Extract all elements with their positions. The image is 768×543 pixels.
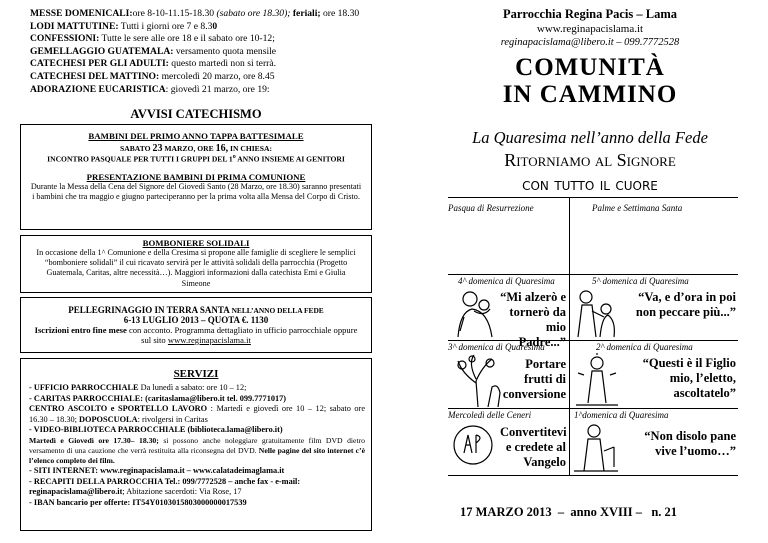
footer-date: 17 MARZO 2013 – anno XVIII – n. 21 [460, 505, 678, 519]
cell-5-domenica-quote: “Va, e d’ora in poi non peccare più...” [635, 290, 736, 319]
box1-title2: PRESENTAZIONE BAMBINI DI PRIMA COMUNIONE [86, 171, 306, 182]
cell-ceneri-quote: Convertitevi e credete al Vangelo [500, 425, 567, 469]
box1-title: BAMBINI DEL PRIMO ANNO TAPPA BATTESIMALE [88, 131, 304, 141]
box1-line2: INCONTRO PASQUALE PER TUTTI I GRUPPI DEL 1$^o$ ANNO INSIEME AI GENITORI [47, 154, 345, 164]
pellegrinaggio-link[interactable]: www.reginapacislama.it [167, 335, 251, 345]
box2-title: BOMBONIERE SOLIDALI [142, 238, 250, 248]
bomboniere-box [20, 235, 372, 293]
cell-2-domenica-quote: “Questi è il Figlio mio, l’eletto, ascoltatelo” [642, 356, 736, 400]
schedule-line-catechesi-adulti: CATECHESI PER GLI ADULTI: questo martedì non si terrà. [30, 58, 276, 70]
catechism-box [20, 124, 372, 230]
parish-site: www.reginapacislama.it [536, 23, 644, 35]
parish-name: Parrocchia Regina Pacis – Lama [502, 7, 678, 21]
cell-2-domenica-label: 2^ domenica di Quaresima [596, 342, 693, 352]
servizi-box [20, 358, 372, 531]
parish-contact: reginapacislama@libero.it – 099.7772528 [500, 37, 680, 48]
box3-text: Iscrizioni entro fine mese con acconto. Programma dettagliato in ufficio parrocchiale oppure sul sito www.reginapacislama.it [34, 325, 358, 345]
parish-header [440, 6, 740, 109]
desert-illustration [574, 421, 618, 473]
schedule-block [30, 8, 375, 96]
schedule-line-lodi: LODI MATTUTINE: Tutti i giorni ore 7 e 8.30 [30, 20, 218, 32]
cell-pasqua-label: Pasqua di Resurrezione [448, 203, 534, 213]
prodigal-son-illustration [450, 287, 500, 339]
theme-line3: con tutto il cuore [522, 175, 658, 195]
calendar-grid [448, 197, 738, 497]
box1-text2: Durante la Messa della Cena del Signore del Giovedì Santo (28 Marzo, ore 18.30) saranno presentati i bambini che tra maggio e giugno parteciperanno per la prima volta alla Mensa del Corpo di Cristo. [30, 181, 362, 201]
cell-ceneri-label: Mercoledì delle Ceneri [448, 410, 532, 420]
theme-line2: Ritorniamo al Signore [504, 150, 676, 170]
cell-3-domenica-label: 3^ domenica di Quaresima [448, 342, 545, 352]
schedule-line-adorazione: ADORAZIONE EUCARISTICA: giovedì 21 marzo, ore 19: [30, 83, 270, 95]
cell-4-domenica-quote: “Mi alzerò e tornerò da mio Padre...” [500, 290, 566, 349]
ashes-illustration [452, 423, 494, 467]
box2-text: In occasione della 1^ Comunione e della Cresima si propone alle famiglie di scegliere le semplici “bomboniere solidali” il cui ricavato servirà per le attività solidali della parrocchia (Progetto Guatemala, Caritas, altre necessità…). Maggiori informazioni dalla catechista Emi e Giulia Simeone [36, 248, 356, 288]
fig-tree-illustration [452, 353, 504, 407]
avvisi-title: AVVISI CATECHISMO [130, 107, 262, 121]
schedule-line-catechesi-mattino: CATECHESI DEL MATTINO: mercoledì 20 marzo, ore 8.45 [30, 70, 275, 82]
schedule-line-confessioni: CONFESSIONI: Tutte le sere alle ore 18 e il sabato ore 10-12; [30, 33, 275, 45]
cell-1-domenica-quote: “Non disolo pane vive l’uomo…” [644, 429, 736, 458]
transfiguration-illustration [574, 353, 620, 407]
box3-title2: 6-13 LUGLIO 2013 – QUOTA €. 1130 [123, 315, 269, 325]
title-comunita: COMUNITÀ [515, 54, 665, 81]
box3-title: PELLEGRINAGGIO IN TERRA SANTA NELL’ANNO DELLA FEDE [68, 305, 324, 315]
theme-line1: La Quaresima nell’anno della Fede [472, 128, 708, 147]
servizi-title: SERVIZI [173, 368, 219, 380]
cell-5-domenica-label: 5^ domenica di Quaresima [592, 276, 689, 286]
servizi-text: - UFFICIO PARROCCHIALE Da lunedì a sabato: ore 10 – 12; - CARITAS PARROCCHIALE: (caritaslama@libero.it tel. 099.7771017) CENTRO ASCOLTO e SPORTELLO LAVORO : Martedì e giovedì ore 10 – 12; sabato ore 16.30 – 18.30; DOPOSCUOLA: rivolgersi in Caritas - VIDEO-BIBLIOTECA PARROCCHIALE (biblioteca.lama@libero.it) Martedì e Giovedì ore 17.30– 18.30; si possono anche noleggiare gratuitamente film DVD dietro versamento di una cauzione che verrà restituita alla riconsegna del DVD. Nelle pagine del sito internet c’è l’elenco completo dei film. - SITI INTERNET: www.reginapacislama.it – www.calatadeimaglama.it - RECAPITI DELLA PARROCCHIA Tel.: 099/7772528 – anche fax - e-mail: reginapacislama@libero.it; Abitazione sacerdoti: Via Rose, 17 - IBAN bancario per offerte: IT54Y0103015803000000017539 [29, 383, 366, 507]
pellegrinaggio-box [20, 297, 372, 353]
cell-1-domenica-label: 1^domenica di Quaresima [574, 410, 669, 420]
cell-palme-label: Palme e Settimana Santa [592, 203, 683, 213]
adulteress-illustration [574, 287, 620, 339]
cell-4-domenica-label: 4^ domenica di Quaresima [458, 276, 555, 286]
theme-block [440, 128, 740, 198]
box1-line1: SABATO 23 MARZO, ORE 16, IN CHIESA: [120, 143, 272, 154]
schedule-line-masses: MESSE DOMENICALI:ore 8-10-11.15-18.30 (sabato ore 18.30); feriali; ore 18.30 [30, 8, 360, 19]
cell-3-domenica-quote: Portare frutti di conversione [502, 357, 566, 401]
title-in-cammino: IN CAMMINO [502, 81, 678, 108]
schedule-line-gemellaggio: GEMELLAGGIO GUATEMALA: versamento quota mensile [30, 45, 277, 57]
